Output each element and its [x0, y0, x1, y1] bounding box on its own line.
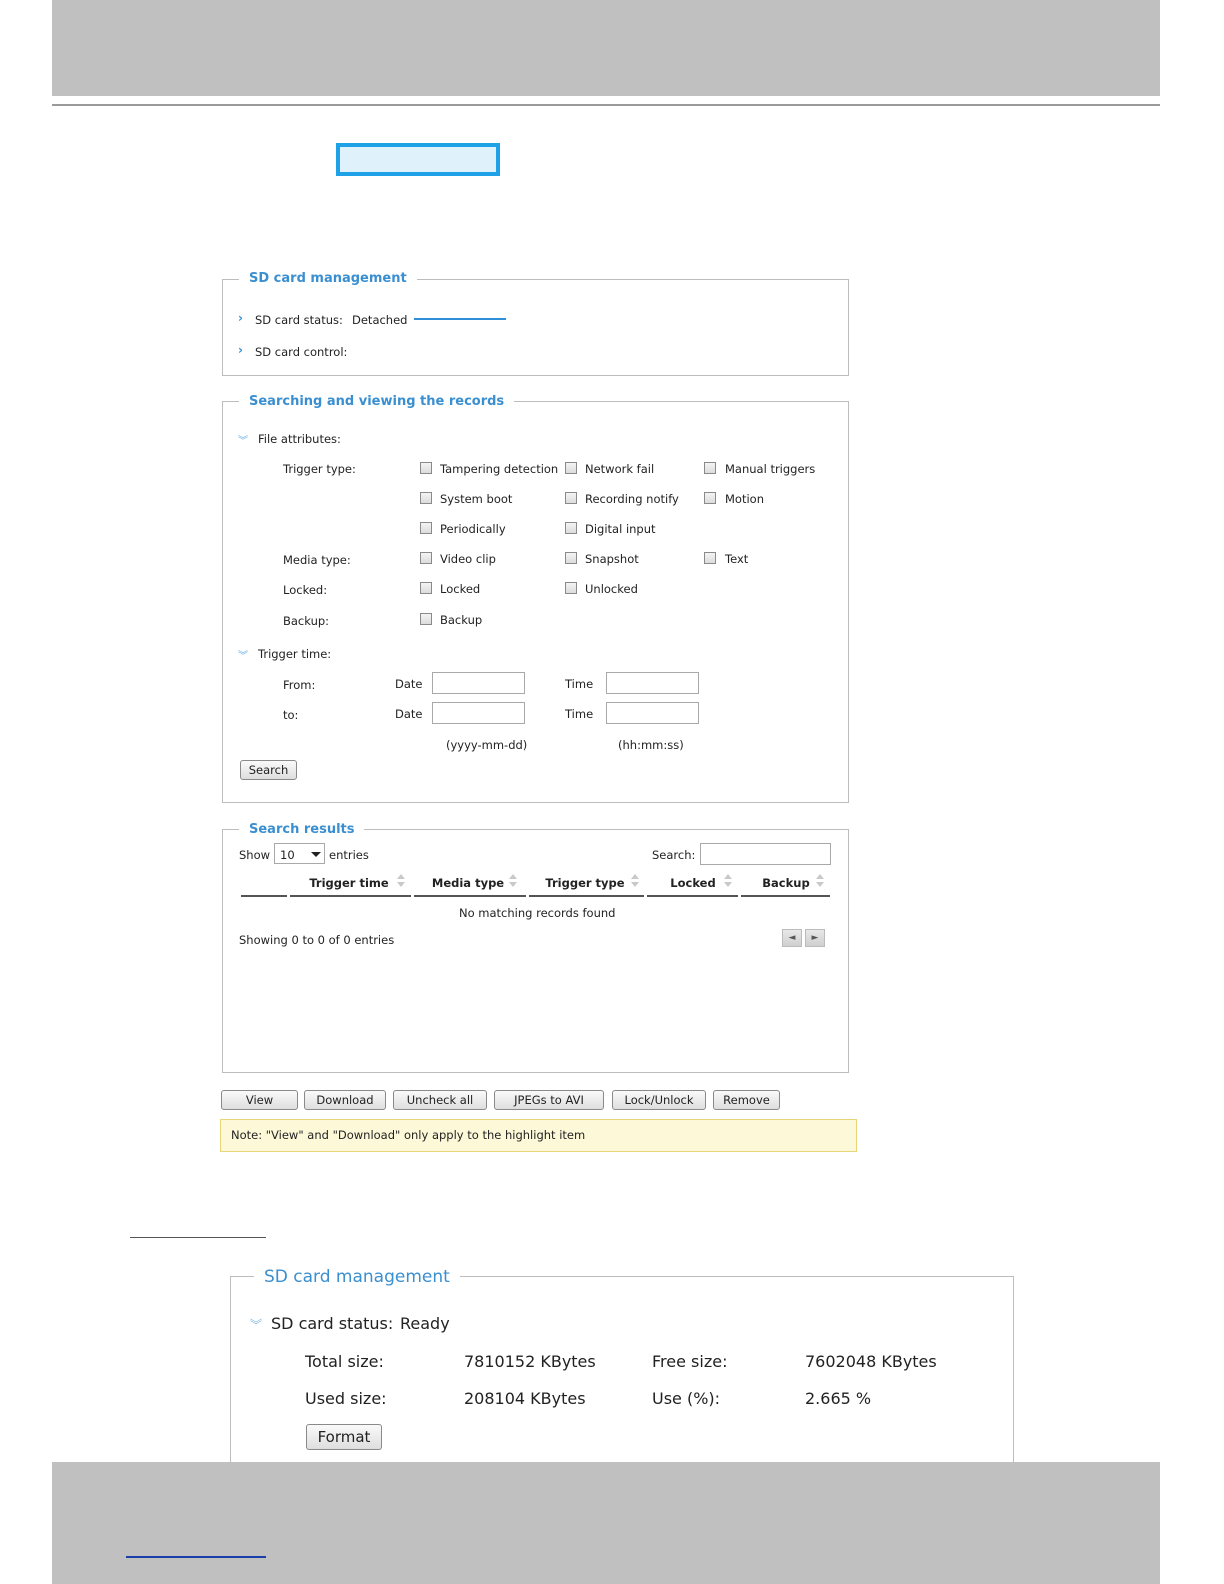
checkbox-locked[interactable] — [420, 582, 432, 594]
trigger-time-label[interactable]: Trigger time: — [258, 647, 332, 661]
checkbox-label: Network fail — [585, 462, 655, 476]
total-size-label: Total size: — [305, 1352, 384, 1371]
next-page-icon[interactable]: ► — [805, 929, 825, 947]
column-divider — [290, 895, 411, 897]
table-info: Showing 0 to 0 of 0 entries — [239, 933, 395, 947]
column-divider — [647, 895, 738, 897]
search-records-legend: Searching and viewing the records — [239, 394, 514, 410]
sd-card-management-legend: SD card management — [239, 271, 417, 287]
checkbox-tampering-detection[interactable] — [420, 462, 432, 474]
from-time-input[interactable] — [606, 672, 699, 694]
sort-icon[interactable] — [724, 874, 732, 888]
checkbox-periodically[interactable] — [420, 522, 432, 534]
sd-card-status-value: Detached — [352, 313, 408, 327]
checkbox-motion[interactable] — [704, 492, 716, 504]
sort-icon[interactable] — [509, 874, 517, 888]
entries-label: entries — [329, 848, 369, 862]
checkbox-label: Motion — [725, 492, 764, 506]
expand-arrow-icon[interactable]: › — [238, 343, 243, 357]
use-percent-label: Use (%): — [652, 1389, 721, 1408]
empty-table-message: No matching records found — [459, 906, 616, 920]
column-header-backup[interactable]: Backup — [762, 876, 810, 890]
file-attributes-label[interactable]: File attributes: — [258, 432, 341, 446]
from-label: From: — [283, 678, 316, 692]
uncheck-all-button[interactable]: Uncheck all — [393, 1090, 487, 1110]
date-label: Date — [395, 707, 423, 721]
date-label: Date — [395, 677, 423, 691]
total-size-value: 7810152 KBytes — [464, 1352, 596, 1371]
jpegs-to-avi-button[interactable]: JPEGs to AVI — [494, 1090, 604, 1110]
collapse-arrow-icon[interactable]: ︾ — [238, 651, 248, 662]
checkbox-label: Manual triggers — [725, 462, 816, 476]
checkbox-network-fail[interactable] — [565, 462, 577, 474]
checkbox-system-boot[interactable] — [420, 492, 432, 504]
search-results-panel — [222, 829, 849, 1073]
free-size-value: 7602048 KBytes — [805, 1352, 937, 1371]
used-size-label: Used size: — [305, 1389, 387, 1408]
checkbox-snapshot[interactable] — [565, 552, 577, 564]
sd-card-status-value-large: Ready — [400, 1314, 450, 1333]
time-label: Time — [565, 677, 594, 691]
to-time-input[interactable] — [606, 702, 699, 724]
column-divider — [529, 895, 644, 897]
remove-button[interactable]: Remove — [713, 1090, 780, 1110]
entries-per-page-select[interactable] — [274, 843, 325, 864]
sort-icon[interactable] — [816, 874, 824, 888]
sd-card-management-legend-large: SD card management — [254, 1267, 460, 1287]
sd-card-control-label[interactable]: SD card control: — [255, 345, 348, 359]
search-results-legend: Search results — [239, 822, 364, 838]
format-button[interactable]: Format — [306, 1424, 382, 1450]
status-callout-line — [414, 318, 506, 320]
checkbox-label: System boot — [440, 492, 513, 506]
checkbox-label: Backup — [440, 613, 483, 627]
checkbox-label: Recording notify — [585, 492, 679, 506]
show-label: Show — [239, 848, 271, 862]
sd-card-status-label-large: SD card status: — [271, 1314, 394, 1333]
download-button[interactable]: Download — [304, 1090, 386, 1110]
checkbox-label: Text — [725, 552, 749, 566]
collapse-arrow-icon[interactable]: ︾ — [238, 436, 248, 447]
checkbox-label: Digital input — [585, 522, 656, 536]
view-button[interactable]: View — [221, 1090, 298, 1110]
previous-page-icon[interactable]: ◄ — [782, 929, 802, 947]
date-format-hint: (yyyy-mm-dd) — [446, 738, 528, 752]
highlight-callout-box — [336, 143, 500, 176]
column-header-locked[interactable]: Locked — [670, 876, 716, 890]
entries-per-page-value: 10 — [280, 848, 295, 862]
time-format-hint: (hh:mm:ss) — [618, 738, 684, 752]
sd-card-status-label: SD card status: — [255, 313, 343, 327]
locked-label: Locked: — [283, 583, 328, 597]
search-button[interactable]: Search — [240, 760, 297, 780]
footer-band — [52, 1462, 1160, 1584]
used-size-value: 208104 KBytes — [464, 1389, 586, 1408]
table-search-input[interactable] — [700, 843, 831, 865]
checkbox-unlocked[interactable] — [565, 582, 577, 594]
section-underline — [130, 1237, 266, 1238]
checkbox-label: Locked — [440, 582, 481, 596]
chevron-down-icon — [311, 852, 321, 857]
checkbox-label: Snapshot — [585, 552, 639, 566]
sd-card-management-panel — [222, 279, 849, 376]
free-size-label: Free size: — [652, 1352, 728, 1371]
checkbox-video-clip[interactable] — [420, 552, 432, 564]
footer-link-underline — [126, 1556, 266, 1558]
expand-arrow-icon[interactable]: › — [238, 311, 243, 325]
checkbox-digital-input[interactable] — [565, 522, 577, 534]
checkbox-text[interactable] — [704, 552, 716, 564]
note-banner: Note: "View" and "Download" only apply to the highlight item — [220, 1119, 857, 1152]
column-header-trigger-time[interactable]: Trigger time — [309, 876, 389, 890]
checkbox-recording-notify[interactable] — [565, 492, 577, 504]
checkbox-label: Periodically — [440, 522, 506, 536]
column-divider — [741, 895, 830, 897]
trigger-type-label: Trigger type: — [283, 462, 356, 476]
media-type-label: Media type: — [283, 553, 351, 567]
checkbox-manual-triggers[interactable] — [704, 462, 716, 474]
lock-unlock-button[interactable]: Lock/Unlock — [612, 1090, 706, 1110]
column-header-trigger-type[interactable]: Trigger type — [545, 876, 625, 890]
sort-icon[interactable] — [397, 874, 405, 888]
sort-icon[interactable] — [631, 874, 639, 888]
to-date-input[interactable] — [432, 702, 525, 724]
collapse-arrow-icon[interactable]: ︾ — [250, 1318, 263, 1332]
to-label: to: — [283, 708, 299, 722]
column-header-media-type[interactable]: Media type — [431, 876, 505, 890]
backup-label: Backup: — [283, 614, 330, 628]
checkbox-backup[interactable] — [420, 613, 432, 625]
from-date-input[interactable] — [432, 672, 525, 694]
header-band — [52, 0, 1160, 96]
table-search-label: Search: — [652, 848, 696, 862]
header-divider — [52, 104, 1160, 106]
checkbox-label: Video clip — [440, 552, 496, 566]
column-divider — [241, 895, 287, 897]
checkbox-label: Tampering detection — [440, 462, 559, 476]
time-label: Time — [565, 707, 594, 721]
column-divider — [414, 895, 526, 897]
use-percent-value: 2.665 % — [805, 1389, 872, 1408]
checkbox-label: Unlocked — [585, 582, 638, 596]
